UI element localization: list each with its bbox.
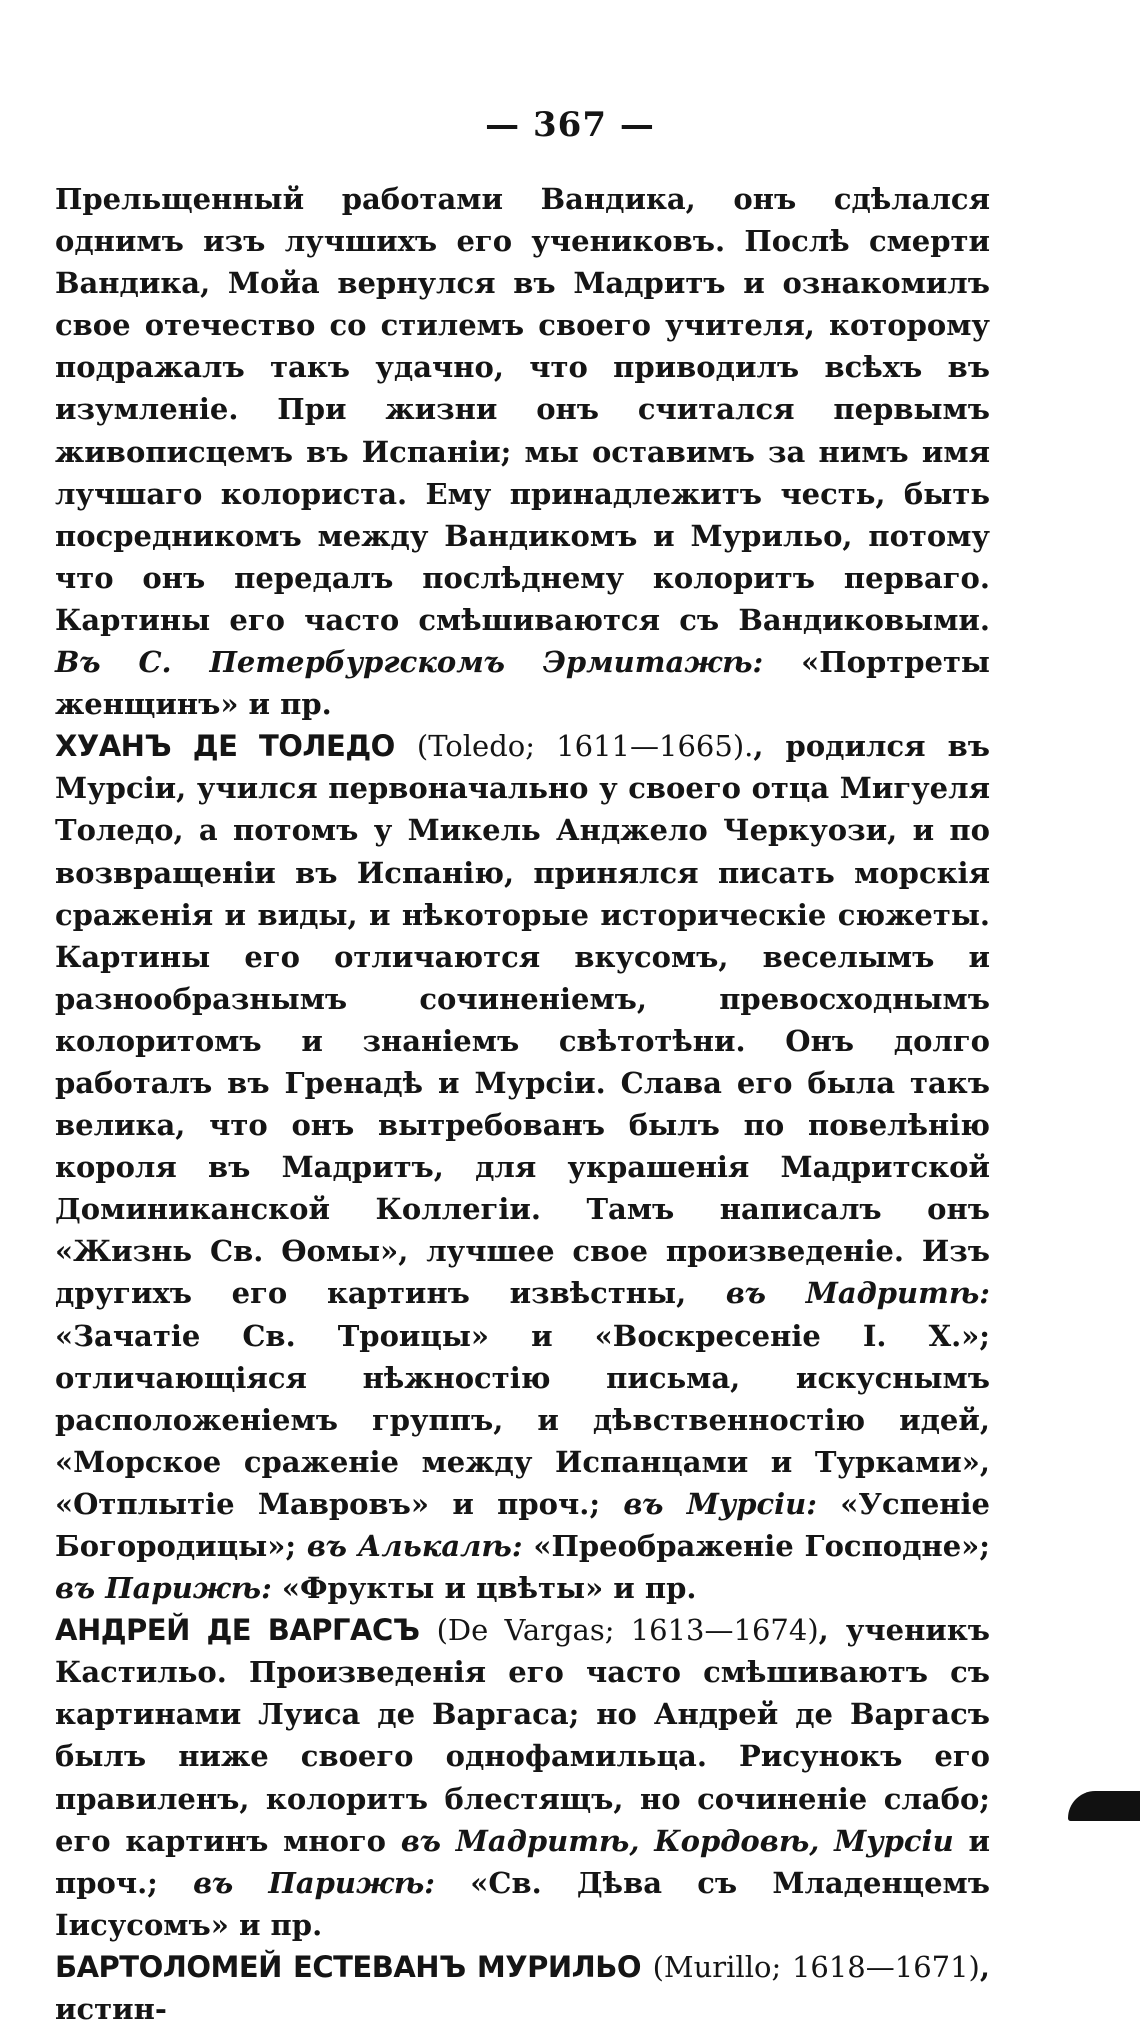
location-label: Въ С. Петербургскомъ Эрмитажѣ: bbox=[55, 645, 764, 680]
text: «Св. Дѣва съ Младенцемъ Іисусомъ» и пр. bbox=[55, 1865, 990, 1942]
text: Прельщенный работами Вандика, онъ сдѣлался однимъ изъ лучшихъ его учениковъ. Послѣ смерти Вандика, Мойа вернулся въ Мадритъ и ознакомилъ свое отечество со стилемъ своего учителя, которому подражалъ такъ удачно, что приводилъ всѣхъ въ изумленіе. При жизни онъ считался первымъ живописцемъ въ Испаніи; мы оставимъ за нимъ имя лучшаго колориста. Ему принадлежитъ честь, быть посредникомъ между Вандикомъ и Мурильо, потому что онъ передалъ послѣднему колоритъ перваго. Картины его часто смѣшиваются съ Вандиковыми. bbox=[55, 182, 990, 637]
text: «Преображеніе Господне»; bbox=[533, 1529, 990, 1563]
location-label: въ Мадритѣ: bbox=[725, 1276, 990, 1311]
page-body bbox=[55, 178, 990, 2030]
entry-murillo bbox=[55, 1946, 990, 2030]
text: , истин- bbox=[55, 1949, 990, 2027]
artist-dates: (De Vargas; 1613—1674) bbox=[436, 1613, 819, 1648]
artist-dates: (Toledo; 1611—1665). bbox=[416, 729, 754, 764]
artist-dates: (Murillo; 1618—1671) bbox=[652, 1949, 980, 1984]
location-label: въ Алькалѣ: bbox=[306, 1529, 523, 1563]
ink-smudge bbox=[1068, 1791, 1140, 1821]
page-number: — 367 — bbox=[485, 105, 655, 145]
paragraph-moya-continuation bbox=[55, 178, 990, 725]
text: «Зачатіе Св. Троицы» и «Воскресеніе І. Х.»; отличающіяся нѣжностію письма, искуснымъ расположеніемъ группъ, и дѣвственностію идей, «Морское сраженіе между Испанцами и Турками», «Отплытіе Мавровъ» и проч.; bbox=[55, 1318, 990, 1521]
text: «Успеніе Богородицы»; bbox=[55, 1486, 990, 1563]
location-label: въ Мурсіи: bbox=[623, 1486, 817, 1521]
text: , ученикъ Кастильо. Произведенія его часто смѣшиваютъ съ картинами Луиса де Варгаса; но Андрей де Варгасъ былъ ниже своего однофамильца. Рисунокъ его правиленъ, колоритъ блестящъ, но сочиненіе слабо; его картинъ много bbox=[55, 1613, 991, 1858]
location-label: въ Парижѣ: bbox=[55, 1571, 272, 1606]
artist-name: ХУАНЪ ДЕ ТОЛЕДО bbox=[55, 729, 395, 764]
artist-name: БАРТОЛОМЕЙ ЕСТЕВАНЪ МУРИЛЬО bbox=[55, 1949, 641, 1984]
text: «Портреты женщинъ» и пр. bbox=[55, 645, 990, 722]
text: и проч.; bbox=[55, 1823, 990, 1900]
location-label: въ Мадритѣ, Кордовѣ, Мурсіи bbox=[400, 1823, 954, 1858]
entry-vargas bbox=[55, 1609, 990, 1946]
location-label: въ Парижѣ: bbox=[193, 1865, 436, 1900]
text: , родился въ Мурсіи, учился первоначально у своего отца Мигуеля Толедо, а потомъ у Микель Анджело Черкуози, и по возвращеніи въ Испанію, принялся писать морскія сраженія и виды, и нѣкоторые историческіе сюжеты. Картины его отличаются вкусомъ, веселымъ и разнообразнымъ сочиненіемъ, превосходнымъ колоритомъ и знаніемъ свѣтотѣни. Онъ долго работалъ въ Гренадѣ и Мурсіи. Слава его была такъ велика, что онъ вытребованъ былъ по повелѣнію короля въ Мадритъ, для украшенія Мадритской Доминиканской Коллегіи. Тамъ написалъ онъ «Жизнь Св. Ѳомы», лучшее свое произведеніе. Изъ другихъ его картинъ извѣстны, bbox=[55, 729, 991, 1311]
entry-toledo bbox=[55, 725, 990, 1609]
artist-name: АНДРЕЙ ДЕ ВАРГАСЪ bbox=[55, 1613, 420, 1648]
text: «Фрукты и цвѣты» и пр. bbox=[281, 1571, 697, 1606]
